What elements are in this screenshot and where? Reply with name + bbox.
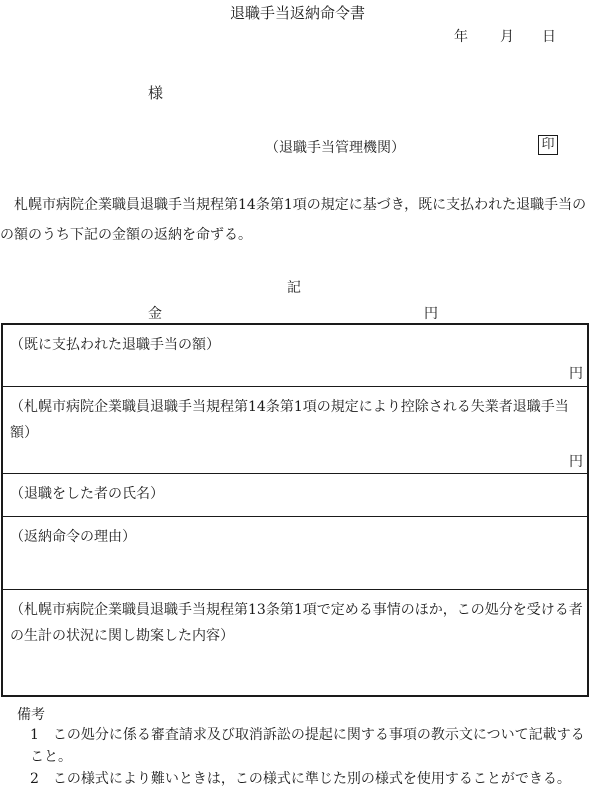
body-paragraph	[0, 190, 593, 250]
section-label: （札幌市病院企業職員退職手当規程第13条第1項で定める事情のほか，この処分を受ける者の生計の状況に関し勘案した内容）	[10, 602, 583, 644]
section-unit: 円	[569, 366, 583, 382]
addressee-suffix: 様	[148, 84, 164, 102]
section-unit: 円	[569, 454, 583, 470]
document-title: 退職手当返納命令書	[230, 4, 366, 22]
issuer-label: （退職手当管理機関）	[265, 140, 405, 156]
section-label: （退職をした者の氏名）	[10, 486, 164, 502]
section-paid-amount	[3, 325, 587, 387]
amount-label: 金	[148, 306, 162, 322]
section-label: （既に支払われた退職手当の額）	[10, 337, 220, 353]
body-line-1: 札幌市病院企業職員退職手当規程第14条第1項の規定に基づき，既に支払われた退職手当の	[14, 197, 587, 213]
seal-mark: 印	[538, 135, 558, 155]
date-day-label: 日	[542, 29, 556, 45]
remarks-title: 備考	[17, 707, 45, 723]
section-person-name	[3, 474, 587, 517]
body-line-2: の額のうち下記の金額の返納を命ずる。	[0, 227, 252, 243]
amount-unit: 円	[424, 306, 438, 322]
section-considerations	[3, 590, 587, 695]
details-table	[1, 323, 589, 697]
remark-item-2: 2 この様式により難いときは，この様式に準じた別の様式を使用することができる。	[30, 771, 571, 787]
section-label: （返納命令の理由）	[10, 529, 136, 545]
date-year-label: 年	[454, 29, 468, 45]
section-label: （札幌市病院企業職員退職手当規程第14条第1項の規定により控除される失業者退職手当額）	[10, 399, 569, 441]
remark-item-1: 1 この処分に係る審査請求及び取消訴訟の提起に関する事項の教示文について記載すること。	[30, 727, 585, 765]
date-month-label: 月	[500, 29, 514, 45]
section-deducted-amount	[3, 387, 587, 474]
ki-heading: 記	[287, 280, 301, 296]
section-reason	[3, 517, 587, 590]
